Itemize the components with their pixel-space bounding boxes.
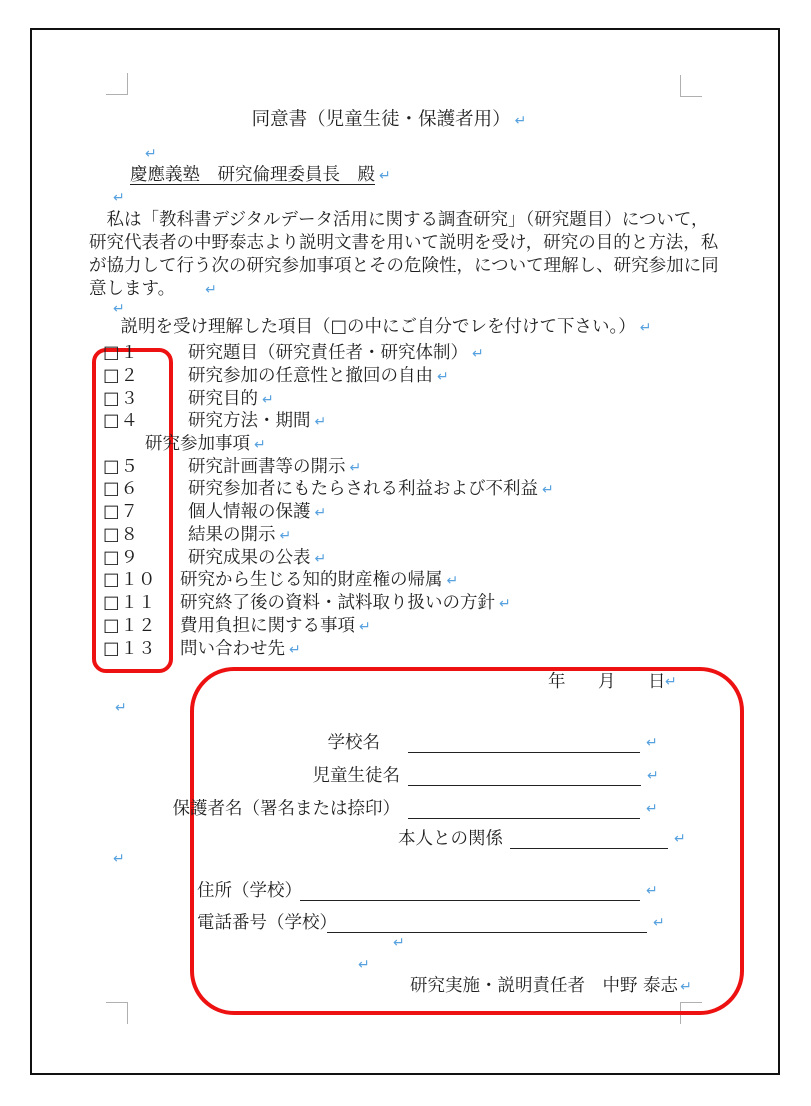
item-number: ７ — [120, 502, 139, 522]
checkbox[interactable]: □ — [103, 479, 121, 499]
paragraph-mark-icon: ↵ — [314, 505, 327, 521]
signature-line — [410, 975, 811, 998]
checklist-row-8 — [103, 524, 291, 547]
paragraph-mark-icon: ↵ — [647, 768, 659, 784]
margin-crop-mark-bottom-left — [106, 1002, 128, 1024]
paragraph-mark-icon: ↵ — [665, 674, 677, 690]
paragraph-mark-icon: ↵ — [113, 301, 125, 317]
school-name-row — [0, 732, 811, 755]
paragraph-mark-icon: ↵ — [279, 528, 292, 544]
body-line-4-text: 意します。 — [89, 279, 176, 299]
paragraph-mark-icon: ↵ — [145, 146, 157, 162]
paragraph-mark-icon: ↵ — [393, 935, 405, 951]
paragraph-mark-icon: ↵ — [262, 392, 274, 408]
checklist-row-7 — [103, 501, 326, 524]
body-line-2: 研究代表者の中野泰志より説明文書を用いて説明を受け，研究の目的と方法，私 — [89, 233, 719, 253]
paragraph-mark-icon: ↵ — [205, 282, 217, 298]
paragraph-mark-icon: ↵ — [499, 596, 511, 612]
margin-crop-mark-top-left — [106, 73, 128, 95]
checklist-intro-text: 説明を受け理解した項目（□の中にご自分でレを付けて下さい。） — [103, 317, 636, 337]
document-title-line — [89, 108, 689, 131]
student-name-blank-line[interactable] — [408, 767, 641, 786]
checklist-subitem — [145, 433, 266, 456]
checkbox[interactable]: □ — [103, 593, 121, 613]
checklist-row-10 — [103, 569, 458, 592]
school-name-label: 学校名 — [327, 733, 380, 753]
paragraph-mark-icon: ↵ — [358, 957, 370, 973]
paragraph-mark-icon: ↵ — [653, 915, 665, 931]
paragraph-mark-icon: ↵ — [349, 460, 362, 476]
signature-text: 研究実施・説明責任者 中野 泰志 — [410, 976, 679, 996]
item-number: ５ — [120, 457, 139, 477]
paragraph-mark-icon: ↵ — [115, 700, 127, 716]
paragraph-mark-icon: ↵ — [646, 883, 658, 899]
paragraph-mark-icon: ↵ — [437, 369, 449, 385]
body-line-3: が協力して行う次の研究参加事項とその危険性，について理解し、研究参加に同 — [89, 256, 719, 276]
item-number: １１ — [120, 593, 156, 613]
phone-row — [0, 912, 811, 935]
item-number: １３ — [120, 639, 156, 659]
item-number: ９ — [120, 548, 139, 568]
paragraph-mark-icon: ↵ — [646, 801, 658, 817]
student-name-label: 児童生徒名 — [312, 766, 400, 786]
margin-crop-mark-top-right — [680, 75, 702, 97]
date-line — [0, 671, 811, 694]
relation-label: 本人との関係 — [398, 829, 503, 849]
checkbox[interactable]: □ — [103, 366, 121, 386]
paragraph-mark-icon: ↵ — [289, 642, 301, 658]
checkbox[interactable]: □ — [103, 616, 121, 636]
checkbox[interactable]: □ — [103, 525, 121, 545]
item-label: 研究参加者にもたらされる利益および不利益 — [188, 479, 538, 499]
item-label: 結果の開示 — [188, 525, 276, 545]
paragraph-mark-icon: ↵ — [113, 190, 125, 206]
item-number: ６ — [120, 479, 139, 499]
relation-blank-line[interactable] — [510, 830, 668, 849]
item-label: 研究題目（研究責任者・研究体制） — [188, 343, 468, 363]
checklist-row-2 — [103, 365, 449, 388]
checklist-row-9 — [103, 547, 326, 570]
item-label: 研究目的 — [188, 389, 258, 409]
relation-row — [0, 828, 811, 851]
item-number: ８ — [120, 525, 139, 545]
item-label: 研究方法・期間 — [188, 411, 311, 431]
item-label: 研究から生じる知的財産権の帰属 — [180, 570, 443, 590]
checklist-row-11 — [103, 592, 511, 615]
checklist-row-4 — [103, 410, 326, 433]
date-day-label: 日 — [648, 672, 666, 692]
paragraph-mark-icon: ↵ — [113, 851, 125, 867]
checklist-row-12 — [103, 615, 371, 638]
student-name-row — [0, 765, 811, 788]
item-label: 研究成果の公表 — [188, 548, 311, 568]
item-number: １２ — [120, 616, 156, 636]
checkbox[interactable]: □ — [103, 639, 121, 659]
checkbox[interactable]: □ — [103, 570, 121, 590]
checkbox[interactable]: □ — [103, 389, 121, 409]
addressee-text: 慶應義塾 研究倫理委員長 殿 — [130, 165, 375, 185]
guardian-name-blank-line[interactable] — [408, 800, 640, 819]
paragraph-mark-icon: ↵ — [639, 320, 652, 336]
checklist-row-5 — [103, 456, 361, 479]
address-blank-line[interactable] — [300, 882, 640, 901]
date-month-label: 月 — [598, 672, 616, 692]
checklist-row-1 — [103, 342, 484, 365]
paragraph-mark-icon: ↵ — [542, 482, 554, 498]
item-number: １ — [120, 343, 139, 363]
paragraph-mark-icon: ↵ — [674, 831, 686, 847]
item-number: １０ — [120, 570, 156, 590]
checkbox[interactable]: □ — [103, 411, 121, 431]
item-label: 研究参加の任意性と撤回の自由 — [188, 366, 433, 386]
paragraph-mark-icon: ↵ — [359, 619, 371, 635]
school-name-blank-line[interactable] — [408, 734, 640, 753]
item-label: 研究計画書等の開示 — [188, 457, 346, 477]
paragraph-mark-icon: ↵ — [379, 168, 391, 184]
checkbox[interactable]: □ — [103, 343, 121, 363]
paragraph-mark-icon: ↵ — [314, 551, 327, 567]
body-line-4 — [89, 278, 811, 301]
checklist-intro-line — [103, 316, 811, 339]
item-number: ２ — [120, 366, 139, 386]
item-label: 費用負担に関する事項 — [180, 616, 355, 636]
paragraph-mark-icon: ↵ — [446, 573, 459, 589]
date-year-label: 年 — [548, 672, 566, 692]
checklist-row-3 — [103, 388, 274, 411]
item-label: 研究参加事項 — [145, 434, 250, 454]
checkbox[interactable]: □ — [103, 548, 121, 568]
paragraph-mark-icon: ↵ — [680, 979, 692, 995]
phone-label: 電話番号（学校） — [197, 913, 337, 933]
paragraph-mark-icon: ↵ — [646, 735, 658, 751]
checklist-row-6 — [103, 478, 554, 501]
item-label: 問い合わせ先 — [180, 639, 285, 659]
item-number: ３ — [120, 389, 139, 409]
guardian-name-row — [0, 798, 811, 821]
addressee-line — [130, 164, 811, 187]
body-line-1: 私は「教科書デジタルデータ活用に関する調査研究」（研究題目）について， — [89, 210, 709, 230]
guardian-name-label: 保護者名（署名または捺印） — [172, 799, 400, 819]
item-label: 個人情報の保護 — [188, 502, 311, 522]
paragraph-mark-icon: ↵ — [254, 437, 266, 453]
item-number: ４ — [120, 411, 139, 431]
checkbox[interactable]: □ — [103, 457, 121, 477]
checkbox[interactable]: □ — [103, 502, 121, 522]
address-row — [0, 880, 811, 903]
item-label: 研究終了後の資料・試料取り扱いの方針 — [180, 593, 495, 613]
checklist-row-13 — [103, 638, 301, 661]
address-label: 住所（学校） — [197, 881, 302, 901]
phone-blank-line[interactable] — [327, 914, 647, 933]
paragraph-mark-icon: ↵ — [314, 414, 327, 430]
document-title: 同意書（児童生徒・保護者用） — [251, 109, 511, 130]
paragraph-mark-icon: ↵ — [472, 346, 484, 362]
paragraph-mark-icon: ↵ — [514, 113, 527, 129]
